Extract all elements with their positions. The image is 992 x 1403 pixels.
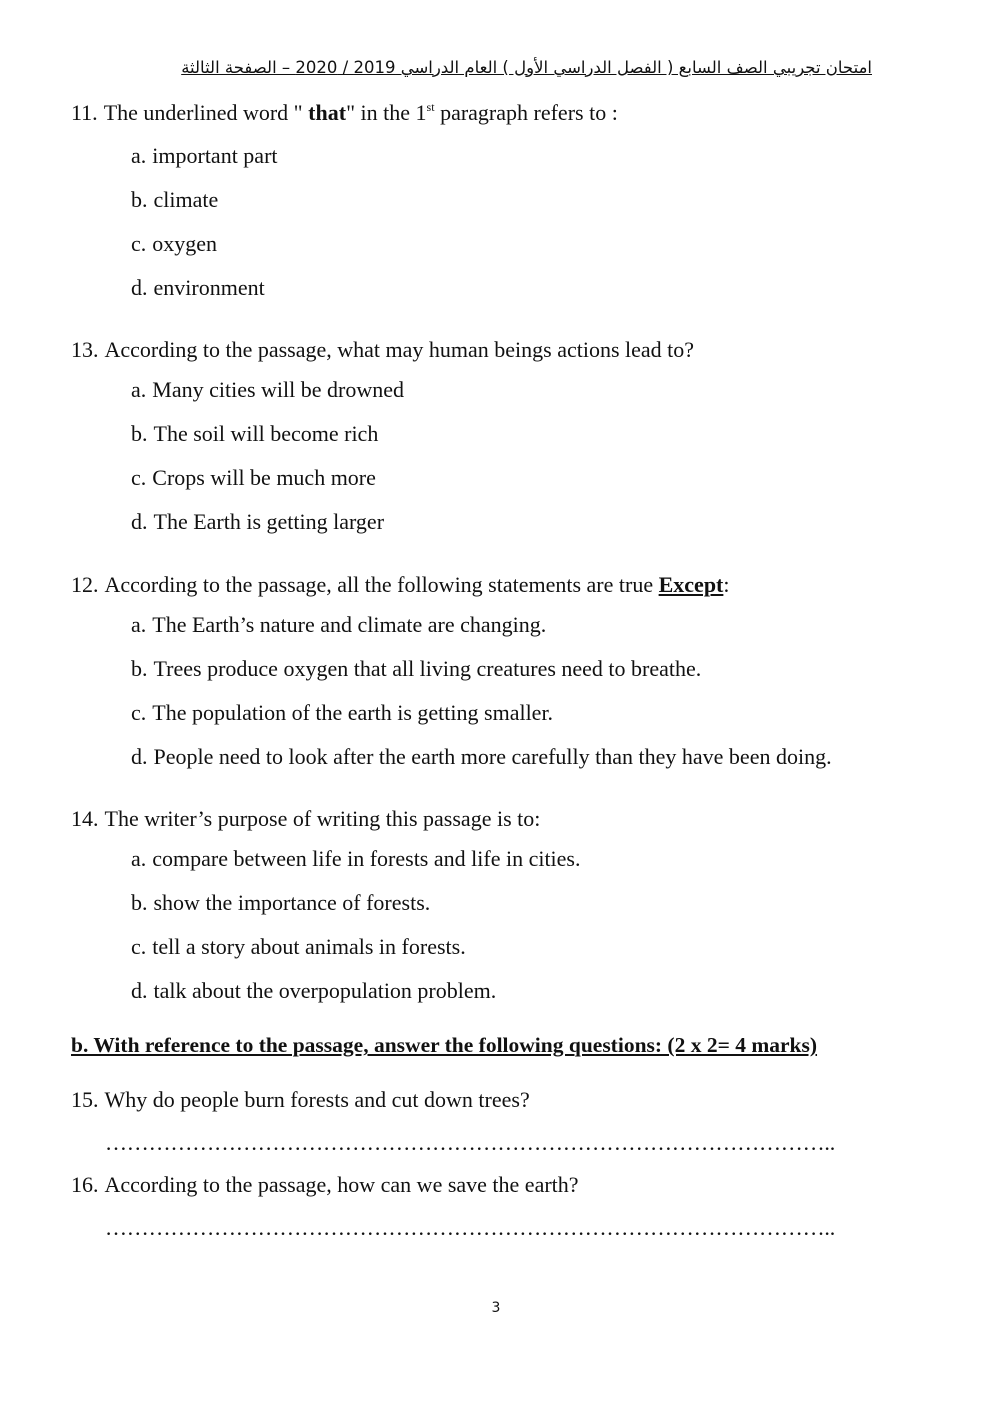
option-letter: b.: [131, 421, 148, 446]
option-text: show the importance of forests.: [153, 890, 431, 915]
question-number: 15.: [71, 1087, 99, 1112]
option-14-d: [131, 978, 496, 1004]
question-bold-word: that: [308, 100, 347, 125]
option-12-a: [131, 612, 546, 638]
question-text: According to the passage, all the following statements are true: [104, 572, 659, 597]
option-letter: c.: [131, 700, 147, 725]
option-letter: d.: [131, 509, 148, 534]
option-11-c: [131, 231, 217, 257]
option-letter: c.: [131, 465, 147, 490]
question-text: The writer’s purpose of writing this passage is to:: [104, 806, 541, 831]
option-text: environment: [153, 275, 265, 300]
option-letter: d.: [131, 744, 148, 769]
option-letter: a.: [131, 377, 147, 402]
option-text: The population of the earth is getting smaller.: [152, 700, 554, 725]
question-14: [71, 806, 540, 832]
exam-header: امتحان تجريبي الصف السابع ( الفصل الدراسي الأول ) العام الدراسي 2019 / 2020 – الصفحة الثالثة: [181, 58, 872, 77]
option-text: People need to look after the earth more carefully than they have been doing.: [153, 744, 832, 769]
option-text: tell a story about animals in forests.: [152, 934, 466, 959]
question-number: 11.: [71, 100, 98, 125]
option-text: The Earth’s nature and climate are changing.: [152, 612, 547, 637]
question-number: 12.: [71, 572, 99, 597]
option-text: The Earth is getting larger: [153, 509, 385, 534]
option-letter: d.: [131, 275, 148, 300]
question-number: 14.: [71, 806, 99, 831]
question-16: [71, 1172, 579, 1198]
ordinal-superscript: st: [426, 100, 435, 114]
answer-line-16[interactable]: ………………………………………………………………………………………..: [105, 1215, 836, 1240]
option-14-c: [131, 934, 466, 960]
question-number: 16.: [71, 1172, 99, 1197]
option-11-d: [131, 275, 265, 301]
question-text-mid: " in the 1: [346, 100, 427, 125]
section-b-heading: b. With reference to the passage, answer the following questions: (2 x 2= 4 marks): [71, 1033, 818, 1057]
question-11: [71, 100, 618, 126]
question-text: Why do people burn forests and cut down trees?: [104, 1087, 530, 1112]
option-text: compare between life in forests and life in cities.: [152, 846, 581, 871]
option-text: The soil will become rich: [153, 421, 379, 446]
option-12-c: [131, 700, 553, 726]
except-emphasis: Except: [658, 572, 724, 597]
question-text: According to the passage, what may human beings actions lead to?: [104, 337, 695, 362]
option-13-a: [131, 377, 404, 403]
question-tail: :: [723, 572, 730, 597]
question-number: 13.: [71, 337, 99, 362]
page-number: 3: [491, 1300, 501, 1316]
option-13-b: [131, 421, 378, 447]
question-text: According to the passage, how can we save the earth?: [104, 1172, 579, 1197]
option-11-b: [131, 187, 218, 213]
option-13-c: [131, 465, 376, 491]
option-letter: a.: [131, 143, 147, 168]
option-letter: c.: [131, 934, 147, 959]
option-14-a: [131, 846, 581, 872]
question-12: [71, 572, 730, 598]
option-letter: a.: [131, 612, 147, 637]
option-text: oxygen: [152, 231, 218, 256]
option-text: Many cities will be drowned: [152, 377, 404, 402]
option-text: talk about the overpopulation problem.: [153, 978, 497, 1003]
option-text: important part: [152, 143, 278, 168]
option-text: Trees produce oxygen that all living creatures need to breathe.: [153, 656, 702, 681]
option-letter: c.: [131, 231, 147, 256]
question-15: [71, 1087, 530, 1113]
option-12-b: [131, 656, 701, 682]
option-letter: a.: [131, 846, 147, 871]
option-letter: d.: [131, 978, 148, 1003]
option-letter: b.: [131, 187, 148, 212]
answer-line-15[interactable]: ………………………………………………………………………………………..: [105, 1130, 836, 1155]
option-12-d: [131, 744, 832, 770]
option-letter: b.: [131, 656, 148, 681]
question-text-end: paragraph refers to :: [434, 100, 618, 125]
option-13-d: [131, 509, 384, 535]
option-14-b: [131, 890, 430, 916]
option-text: Crops will be much more: [152, 465, 376, 490]
option-text: climate: [153, 187, 219, 212]
question-13: [71, 337, 694, 363]
question-text-start: The underlined word ": [103, 100, 309, 125]
option-letter: b.: [131, 890, 148, 915]
option-11-a: [131, 143, 278, 169]
